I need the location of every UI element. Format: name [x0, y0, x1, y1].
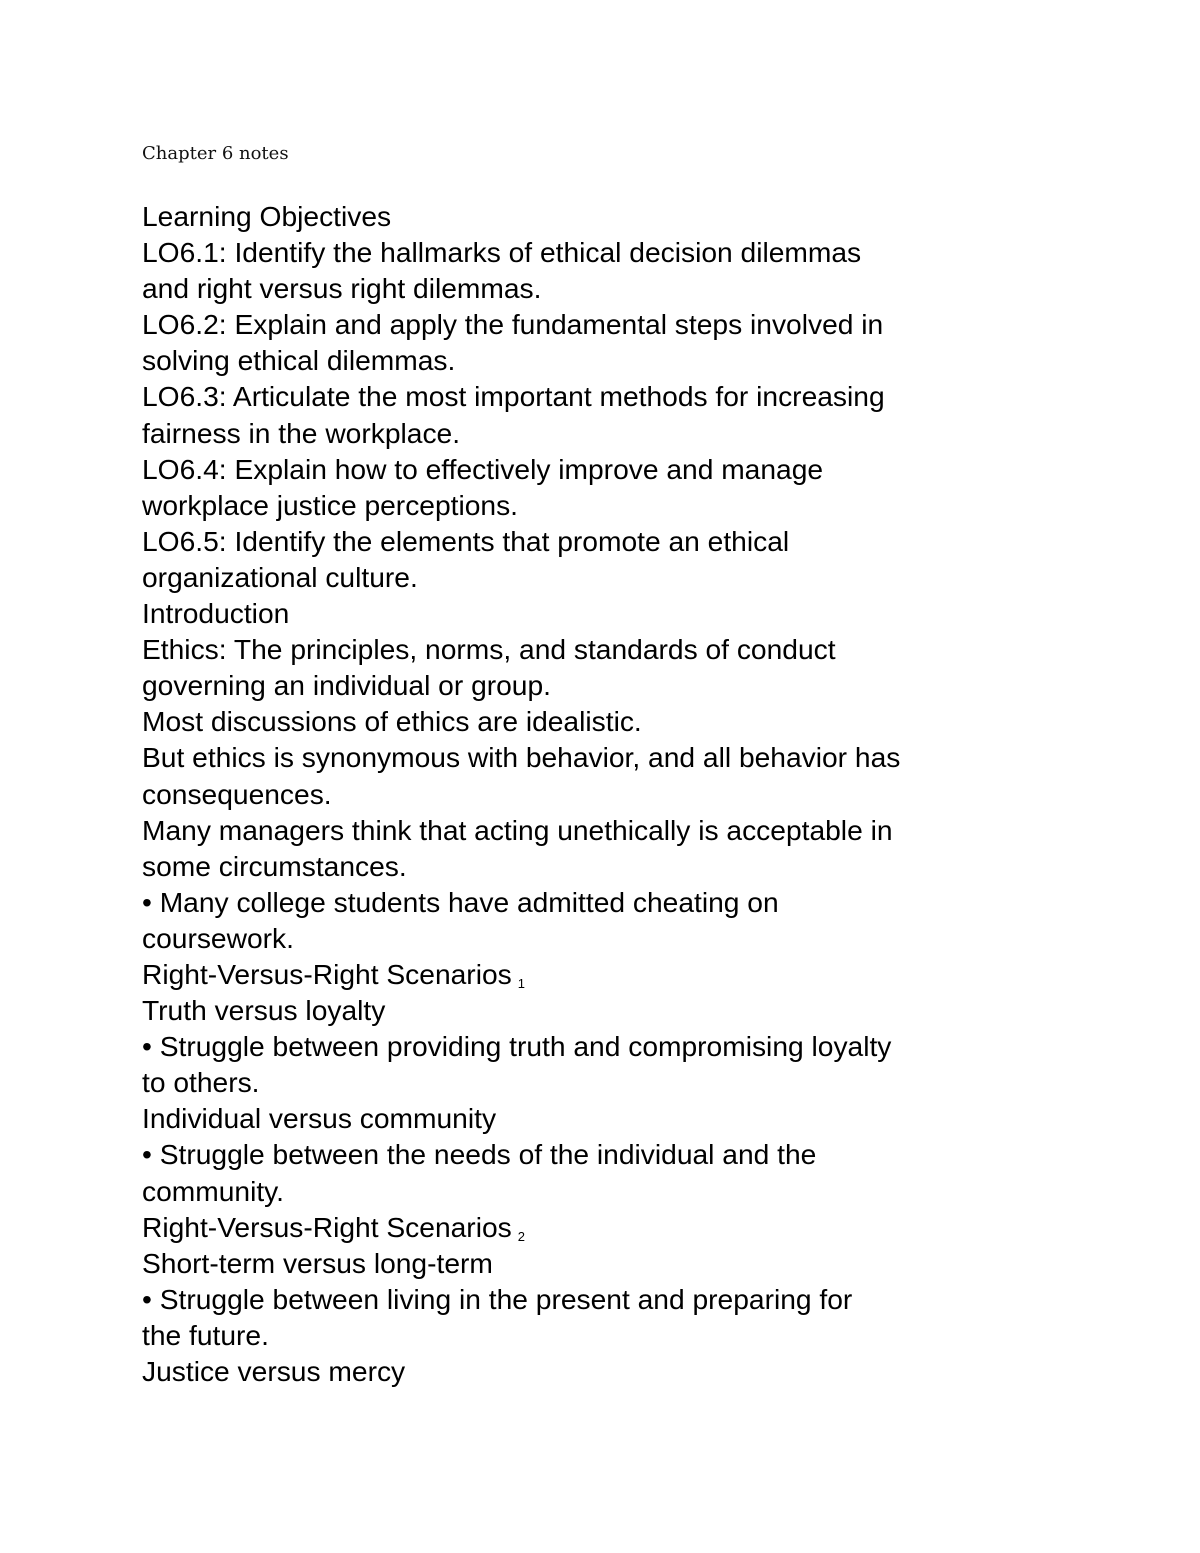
line-text: LO6.4: Explain how to effectively improve and manage	[142, 452, 824, 485]
line-text: organizational culture.	[142, 560, 418, 593]
text-line	[142, 703, 1062, 739]
text-line	[142, 306, 1062, 342]
text-line	[142, 1100, 1062, 1136]
text-line	[142, 234, 1062, 270]
text-line	[142, 992, 1062, 1028]
line-text: Short-term versus long-term	[142, 1246, 493, 1279]
text-line	[142, 523, 1062, 559]
text-line	[142, 739, 1062, 775]
line-text: the future.	[142, 1318, 269, 1351]
text-line	[142, 1353, 1062, 1389]
line-text: • Struggle between living in the present and preparing for	[142, 1282, 853, 1315]
text-line	[142, 956, 1062, 992]
text-line	[142, 1028, 1062, 1064]
line-text: coursework.	[142, 921, 294, 954]
line-text: Learning Objectives	[142, 200, 392, 232]
line-text: Right-Versus-Right Scenarios	[142, 1210, 512, 1243]
text-line	[142, 1209, 1062, 1245]
text-line	[142, 487, 1062, 523]
line-text: • Struggle between the needs of the individual and the	[142, 1138, 817, 1171]
text-line	[142, 595, 1062, 631]
line-text: community.	[142, 1174, 285, 1207]
line-text: Justice versus mercy	[142, 1355, 406, 1387]
text-line	[142, 920, 1062, 956]
text-line	[142, 884, 1062, 920]
line-text: some circumstances.	[142, 849, 407, 882]
text-line	[142, 1173, 1062, 1209]
line-text: workplace justice perceptions.	[142, 488, 519, 521]
text-line	[142, 451, 1062, 487]
line-text: Introduction	[142, 597, 290, 630]
line-text: LO6.2: Explain and apply the fundamental steps involved in	[142, 308, 884, 341]
slide-number-marker: 2	[517, 1228, 525, 1244]
text-line	[142, 848, 1062, 884]
line-text: • Many college students have admitted cheating on	[142, 885, 779, 918]
text-line	[142, 667, 1062, 703]
line-text: consequences.	[142, 777, 332, 810]
text-line	[142, 270, 1062, 306]
text-line	[142, 415, 1062, 451]
line-text: Ethics: The principles, norms, and standards of conduct	[142, 633, 836, 666]
line-text: Most discussions of ethics are idealistic.	[142, 705, 642, 738]
line-text: Truth versus loyalty	[142, 994, 386, 1027]
text-line	[142, 1317, 1062, 1353]
text-line	[142, 342, 1062, 378]
line-text: Individual versus community	[142, 1102, 497, 1135]
document-body	[142, 198, 1062, 1389]
text-line	[142, 1064, 1062, 1100]
text-line	[142, 559, 1062, 595]
text-line	[142, 1245, 1062, 1281]
line-text: LO6.1: Identify the hallmarks of ethical decision dilemmas	[142, 236, 862, 269]
page-title: Chapter 6 notes	[142, 143, 289, 164]
text-line	[142, 776, 1062, 812]
line-text: • Struggle between providing truth and compromising loyalty	[142, 1030, 892, 1063]
line-text: Many managers think that acting unethically is acceptable in	[142, 813, 893, 846]
line-text: Right-Versus-Right Scenarios	[142, 957, 512, 990]
line-text: governing an individual or group.	[142, 669, 551, 702]
line-text: solving ethical dilemmas.	[142, 344, 456, 377]
line-text: and right versus right dilemmas.	[142, 272, 542, 305]
slide-number-marker: 1	[517, 975, 525, 991]
line-text: fairness in the workplace.	[142, 416, 461, 449]
line-text: LO6.3: Articulate the most important methods for increasing	[142, 380, 885, 413]
line-text: LO6.5: Identify the elements that promote an ethical	[142, 524, 790, 557]
text-line	[142, 198, 1062, 234]
text-line	[142, 1136, 1062, 1172]
text-line	[142, 378, 1062, 414]
text-line	[142, 1281, 1062, 1317]
text-line	[142, 812, 1062, 848]
line-text: But ethics is synonymous with behavior, and all behavior has	[142, 741, 901, 774]
text-line	[142, 631, 1062, 667]
line-text: to others.	[142, 1066, 260, 1099]
